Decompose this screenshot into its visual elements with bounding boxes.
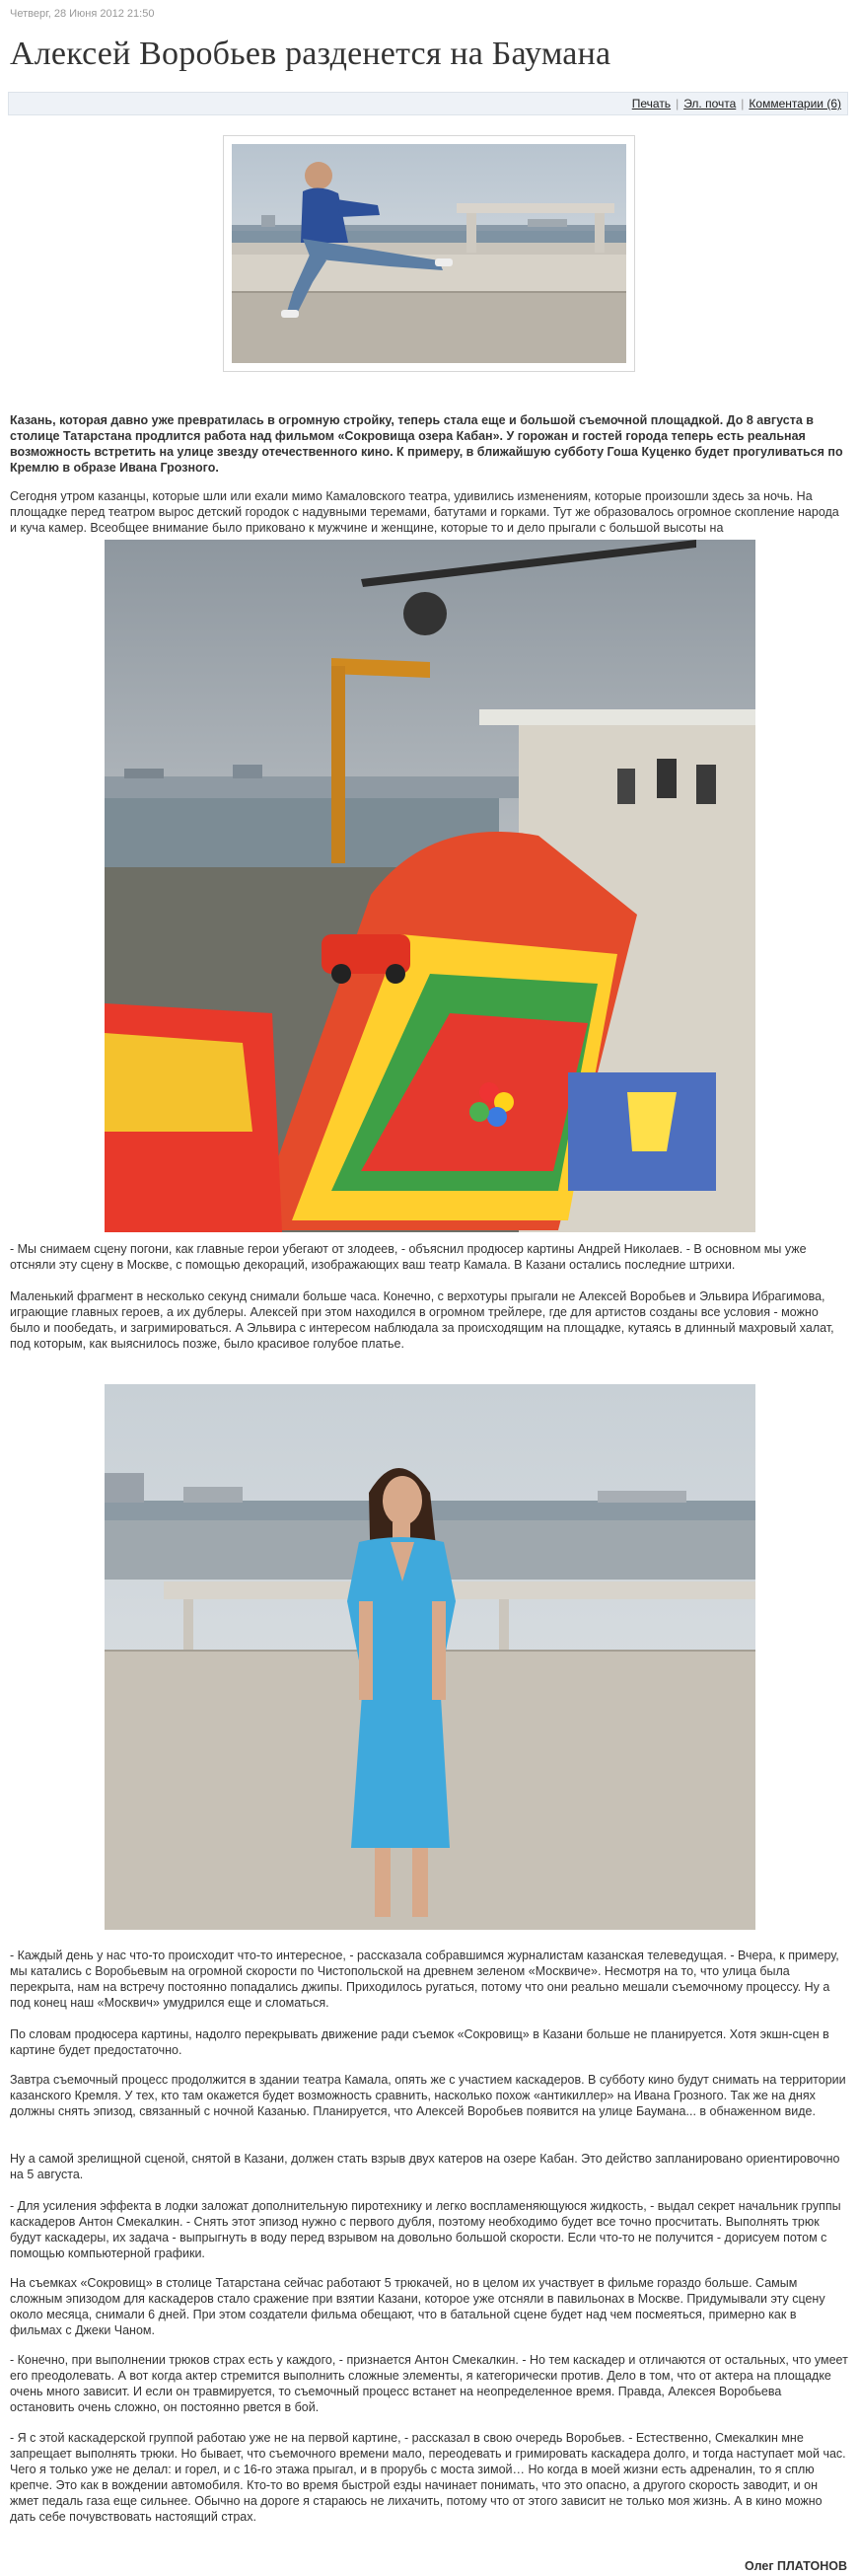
article-paragraph: Завтра съемочный процесс продолжится в здании театра Камала, опять же с участием каскадеров. В субботу кино будут снимать на территории казанского Кремля. У тех, кто там окажется будет возможность сравнить, насколько похож «антикиллер» на Ивана Грозного. Так же на днях должны снять эпизод, связанный с ночной Казанью. Планируется, что Алексей Воробьев появится на улице Баумана... в обнаженном виде. xyxy=(10,2073,846,2118)
divider: | xyxy=(676,97,680,110)
article-paragraph: Маленький фрагмент в несколько секунд снимали больше часа. Конечно, с верхотуры прыгали не Алексей Воробьев и Эльвира Ибрагимова, играющие главных героев, а их дублеры. Алексей при этом находился в огромном трейлере, где для артистов созданы все условия - можно было и пообедать, и загримироваться. А Эльвира с интересом наблюдала за происходящим на площадке, кутаясь в длинный махровый халат, под которым, как выяснилось позже, было красивое голубое платье. xyxy=(10,1289,834,1351)
article-date: Четверг, 28 Июня 2012 21:50 xyxy=(10,8,155,20)
article-paragraph: На съемках «Сокровищ» в столице Татарстана сейчас работают 5 трюкачей, но в целом их участвует в фильме гораздо больше. Самым сложным эпизодом для каскадеров стало сражение при взятии Казани, которое уже отсняли в павильонах в Москве. Придумывали эту сцену около месяца, снимали 6 дней. При этом создатели фильма обещают, что в батальной сцене будет над чем посмеяться, примерно как в фильмах с Джеки Чаном. xyxy=(10,2276,825,2337)
article-toolbar xyxy=(8,92,848,115)
divider: | xyxy=(741,97,745,110)
email-link[interactable]: Эл. почта xyxy=(683,97,737,110)
woman-in-blue-dress-photo xyxy=(105,1384,755,1930)
article-paragraph: - Мы снимаем сцену погони, как главные герои убегают от злодеев, - объяснил продюсер картины Андрей Николаев. - В основном мы уже отсняли эту сцену в Москве, с помощью декораций, изображающих ваш театр Камала. В Казани остались последние штрихи. xyxy=(10,1242,807,1272)
comments-link[interactable]: Комментарии (6) xyxy=(749,97,841,110)
article-lead: Казань, которая давно уже превратилась в огромную стройку, теперь стала еще и большой съемочной площадкой. До 8 августа в столице Татарстана продлится работа над фильмом «Сокровища озера Кабан». У горожан и гостей города теперь есть реальная возможность встретить на улице звезду отечественного кино. К примеру, в ближайшую субботу Гоша Куценко будет прогуливаться по Кремлю в образе Ивана Грозного. xyxy=(10,413,843,475)
article-intro: Сегодня утром казанцы, которые шли или ехали мимо Камаловского театра, удивились изменениям, которые произошли здесь за ночь. На площадке перед театром вырос детский городок с надувными теремами, батутами и горками. Тут же образовалось огромное скопление народа и куча камер. Всеобщее внимание было приковано к мужчине и женщине, которые то и дело прыгали с большой высоты на xyxy=(10,489,839,535)
article-paragraph: - Я с этой каскадерской группой работаю уже не на первой картине, - рассказал в свою очередь Воробьев. - Естественно, Смекалкин мне запрещает выполнять трюки. Но бывает, что съемочного времени мало, переодевать и гримировать каскадера долго, и тогда наступает мой час. Чего я только уже не делал: и горел, и с 16-го этажа прыгал, и в прорубь с моста зимой… Но когда в моей жизни есть адреналин, то я сплю крепче. Это как в вождении автомобиля. Кто-то во время быстрой езды начинает понимать, что это опасно, а другого скорость заводит, и он жмет педаль газа еще сильнее. Обычно на дороге я стараюсь не лихачить, потому что от этого зависит не только моя жизнь. А в кино можно дать себе почувствовать настоящий страх. xyxy=(10,2431,846,2524)
page-title: Алексей Воробьев разденется на Баумана xyxy=(10,36,611,72)
print-link[interactable]: Печать xyxy=(631,97,672,110)
article-author: Олег ПЛАТОНОВ xyxy=(745,2559,847,2573)
article-paragraph: Ну а самой зрелищной сценой, снятой в Казани, должен стать взрыв двух катеров на озере Кабан. Это действо запланировано ориентировочно на 5 августа. xyxy=(10,2152,840,2181)
article-paragraph: - Конечно, при выполнении трюков страх есть у каждого, - признается Антон Смекалкин. - Но тем каскадер и отличаются от остальных, что умеет его преодолевать. А вот когда актер стремится выполнить сложные элементы, я категорически против. Дело в том, что от актера на площадке очень много зависит. И если он травмируется, то съемочный процесс встанет на неопределенное время. Правда, Алексея Воробьева остановить очень сложно, он постоянно рвется в бой. xyxy=(10,2353,848,2414)
article-paragraph: По словам продюсера картины, надолго перекрывать движение ради съемок «Сокровищ» в Казани больше не планируется. Хотя экшн-сцен в картине будет предостаточно. xyxy=(10,2027,829,2057)
article-paragraph: - Каждый день у нас что-то происходит что-то интересное, - рассказала собравшимся журналистам казанская телеведущая. - Вчера, к примеру, мы катались с Воробьевым на огромной скорости по Чистопольской на древнем зеленом «Москвиче». Несмотря на то, что улица была перекрыта, нам на встречу постоянно попадались джипы. Приходилось ругаться, потому что они реально мешали съемочному процессу. Ну а под конец наш «Москвич» умудрился еще и сломаться. xyxy=(10,1949,839,2010)
man-on-parapet-photo xyxy=(232,144,626,363)
inflatable-slide-set-photo xyxy=(105,540,755,1232)
article-paragraph: - Для усиления эффекта в лодки заложат дополнительную пиротехнику и легко воспламеняющуюся жидкость, - выдал секрет начальник группы каскадеров Антон Смекалкин. - Снять этот эпизод нужно с первого дубля, поэтому необходимо будет все точно просчитать. Выполнять трюк будут каскадеры, их задача - выпрыгнуть в воду перед взрывом на довольно большой скорости. Если что-то не получится - дорисуем потом с помощью компьютерной графики. xyxy=(10,2199,841,2260)
lead-photo-frame xyxy=(223,135,635,372)
